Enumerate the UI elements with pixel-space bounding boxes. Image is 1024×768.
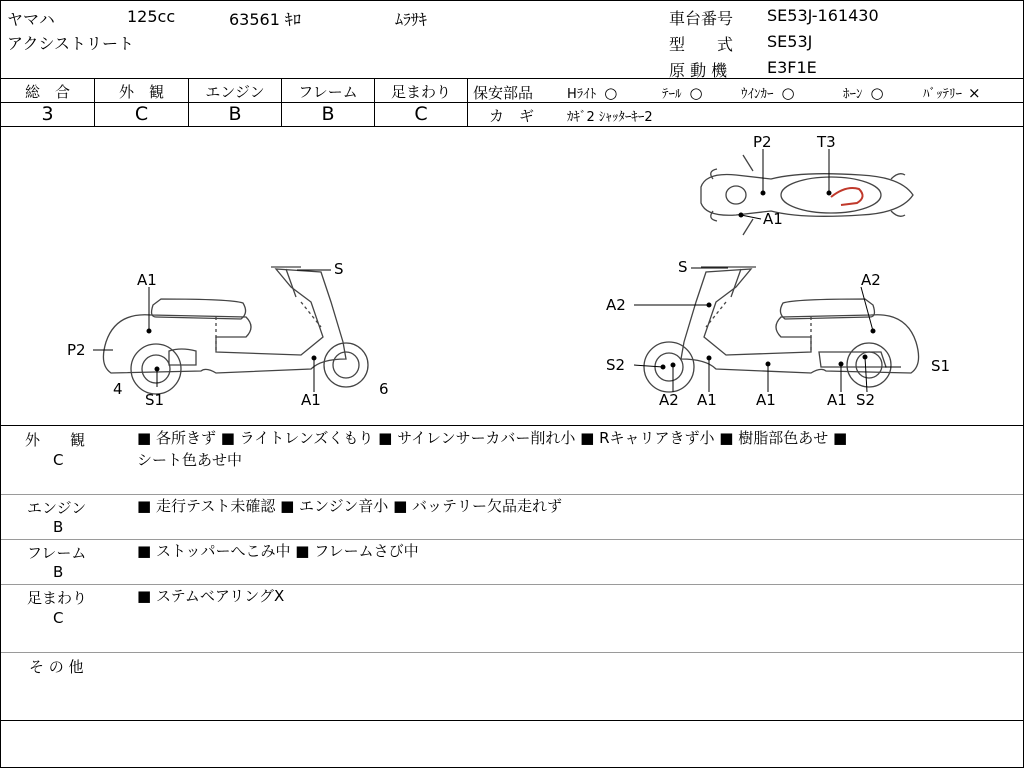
remark-grade-suspension: C (53, 609, 64, 627)
damage-mark (831, 188, 863, 205)
safety-item-horn: ﾎｰﾝ ○ (843, 84, 884, 102)
remark-grade-exterior: C (53, 451, 64, 469)
engine-label: 原 動 機 (669, 61, 728, 80)
label-right-s2-front: S2 (606, 356, 626, 374)
label-top-a1: A1 (763, 210, 783, 228)
damage-diagram (1, 127, 1023, 425)
remark-label-frame: フレーム (27, 544, 87, 562)
remark-label-engine: エンジン (27, 499, 87, 517)
label-top-t3: T3 (817, 133, 836, 151)
safety-item-battery: ﾊﾞｯﾃﾘｰ × (923, 84, 981, 102)
remark-text-exterior-1: ■ 各所きず ■ ライトレンズくもり ■ サイレンサーカバー削れ小 ■ Rキャリアきず小 ■ 樹脂部色あせ ■ (137, 429, 848, 447)
label-right-s: S (678, 258, 688, 276)
remark-label-suspension: 足まわり (27, 589, 88, 607)
grade-value-exterior: C (134, 103, 149, 125)
grade-label-engine: エンジン (205, 83, 265, 101)
label-right-a2-seat: A2 (861, 271, 881, 289)
remark-label-exterior: 外 観 (25, 431, 86, 449)
label-right-a1-rear: A1 (827, 391, 847, 409)
key-value: ｶｷﾞ2 ｼｬｯﾀｰｷｰ2 (567, 110, 653, 125)
frame-no-label: 車台番号 (669, 9, 734, 28)
label-right-a1-floor: A1 (756, 391, 776, 409)
label-right-s1: S1 (931, 357, 951, 375)
remark-text-engine: ■ 走行テスト未確認 ■ エンジン音小 ■ バッテリー欠品走れず (137, 497, 563, 515)
mileage: 63561 ｷﾛ (229, 10, 301, 29)
label-left-s1: S1 (145, 391, 165, 409)
safety-label: 保安部品 (473, 84, 534, 102)
safety-item-headlight: Hﾗｲﾄ ○ (567, 84, 618, 102)
scooter-top-view (701, 155, 913, 235)
maker: ヤマハ (7, 10, 55, 29)
remark-text-suspension: ■ ステムベアリングX (137, 587, 285, 605)
label-left-a1-floor: A1 (301, 391, 321, 409)
color: ﾑﾗｻｷ (395, 10, 428, 29)
remark-label-other: そ の 他 (29, 658, 84, 676)
frame-no: SE53J-161430 (767, 6, 879, 25)
label-right-a1-front: A1 (697, 391, 717, 409)
type-value: SE53J (767, 32, 813, 51)
model-name: アクシストリート (7, 34, 135, 53)
grade-label-suspension: 足まわり (390, 83, 451, 101)
grade-value-engine: B (228, 103, 242, 125)
label-left-a1-seat: A1 (137, 271, 157, 289)
label-left-s: S (334, 260, 344, 278)
label-right-a2-front: A2 (606, 296, 626, 314)
safety-item-winker: ｳｲﾝｶｰ ○ (741, 84, 795, 102)
grade-label-total: 総 合 (24, 83, 70, 101)
label-right-s2-rear: S2 (856, 391, 876, 409)
type-label: 型 式 (669, 35, 734, 54)
grade-value-suspension: C (414, 103, 428, 125)
remark-text-exterior-2: シート色あせ中 (137, 451, 243, 469)
engine-value: E3F1E (767, 58, 817, 77)
safety-item-tail: ﾃｰﾙ ○ (662, 84, 703, 102)
label-right-a2-wheel: A2 (659, 391, 679, 409)
remark-text-frame: ■ ストッパーへこみ中 ■ フレームさび中 (137, 542, 419, 560)
remark-grade-engine: B (53, 518, 64, 536)
label-left-4: 4 (113, 380, 123, 398)
displacement: 125cc (127, 7, 176, 26)
label-left-p2: P2 (67, 341, 86, 359)
label-left-6: 6 (379, 380, 389, 398)
grade-label-frame: フレーム (298, 83, 358, 101)
remark-grade-frame: B (53, 563, 64, 581)
grade-value-frame: B (321, 103, 335, 125)
grade-label-exterior: 外 観 (118, 83, 164, 101)
label-top-p2: P2 (753, 133, 772, 151)
grade-value-total: 3 (41, 103, 54, 125)
key-label: カ ギ (489, 107, 535, 125)
